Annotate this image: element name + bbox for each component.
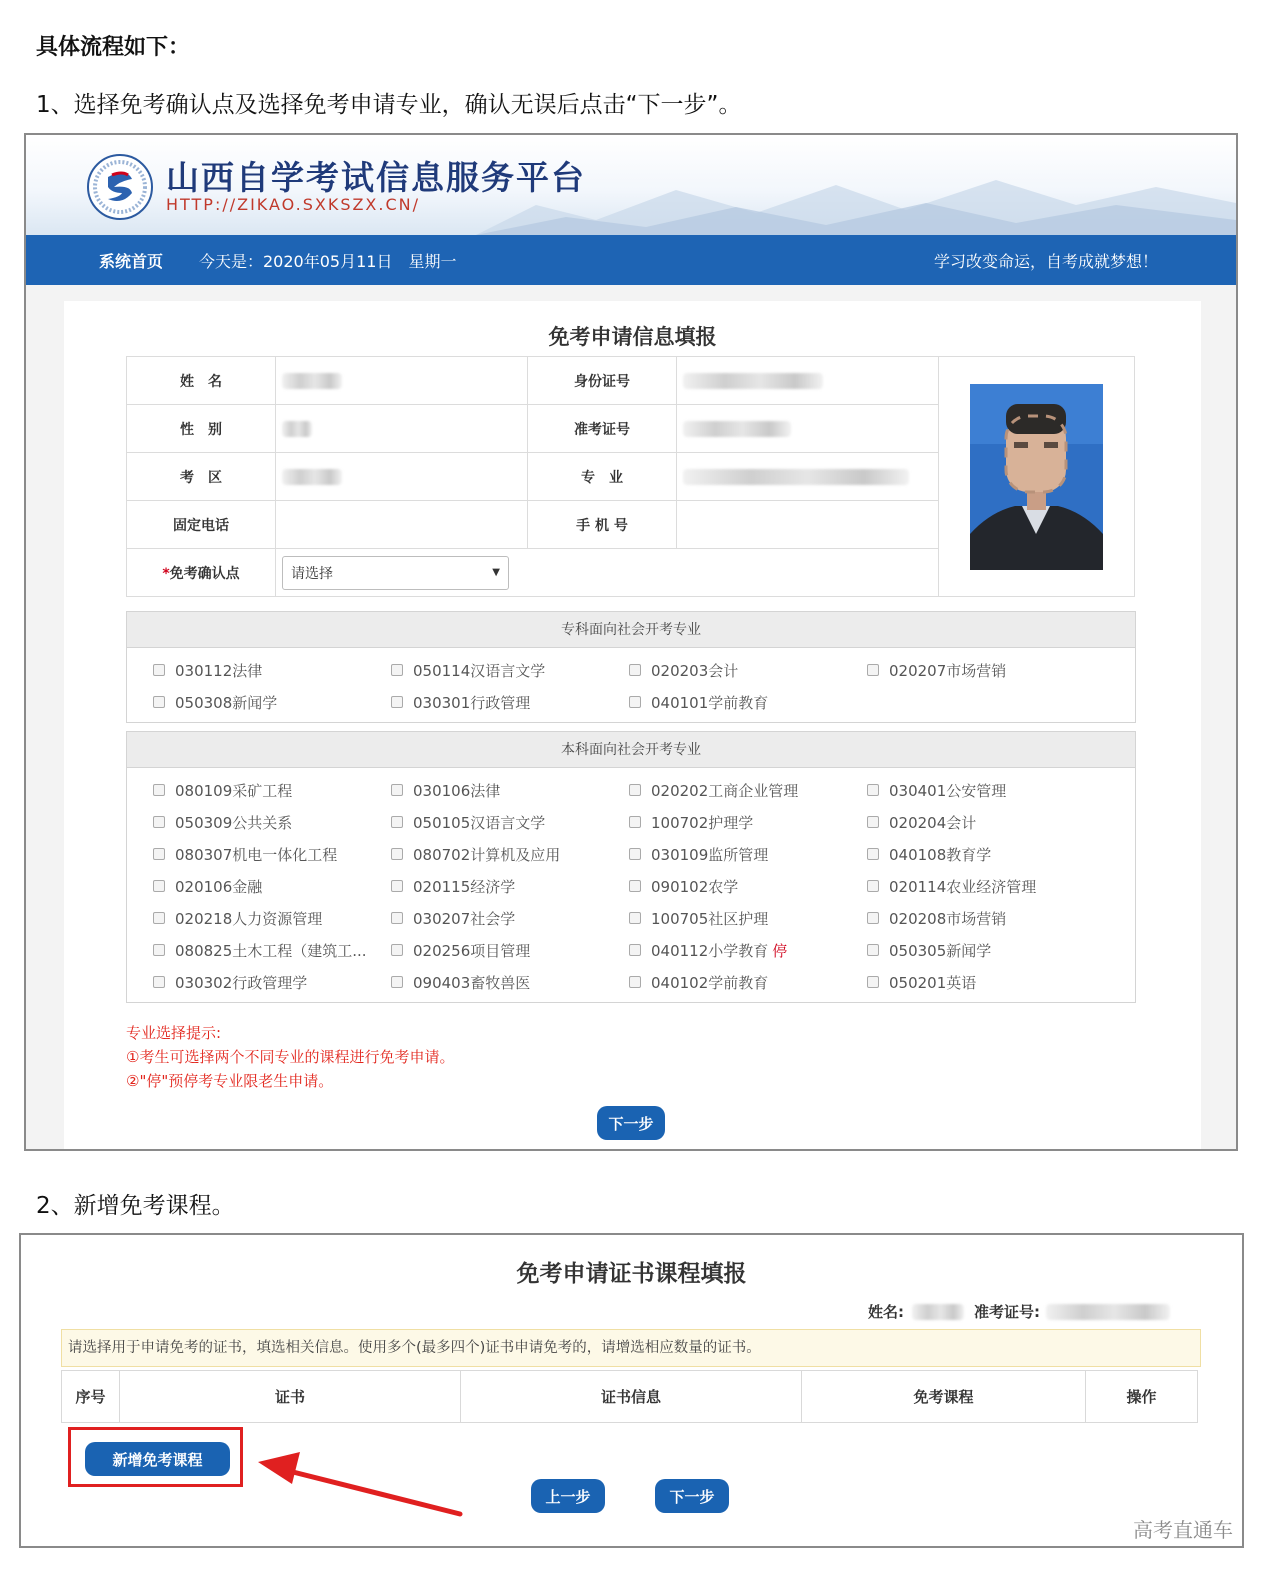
zhuanke-major-option-label: 050308新闻学 (175, 693, 278, 712)
benke-major-option-label: 020208市场营销 (889, 909, 1007, 928)
zhuanke-major-option-label: 020203会计 (651, 661, 739, 680)
id-number-label: 身份证号 (528, 357, 677, 405)
benke-major-option-label: 100702护理学 (651, 813, 754, 832)
landline-label: 固定电话 (127, 501, 276, 549)
next-step-button-2[interactable]: 下一步 (655, 1479, 729, 1513)
benke-major-option-label: 050105汉语言文学 (413, 813, 546, 832)
previous-step-button[interactable]: 上一步 (531, 1479, 605, 1513)
admission-no-label: 准考证号 (528, 405, 677, 453)
benke-major-option-label: 030106法律 (413, 781, 501, 800)
benke-major-option-label: 020204会计 (889, 813, 977, 832)
gender-label: 性 别 (127, 405, 276, 453)
dropdown-arrow-icon: ▼ (492, 567, 500, 578)
certificate-form-title: 免考申请证书课程填报 (516, 1261, 747, 1287)
benke-major-option-label: 080825土木工程（建筑工... (175, 941, 367, 960)
zhuanke-major-option-label: 030112法律 (175, 661, 263, 680)
tips-item-2: ②"停"预停考专业限老生申请。 (126, 1072, 334, 1090)
name-label: 姓 名 (127, 357, 276, 405)
benke-major-option-label: 030207社会学 (413, 909, 516, 928)
benke-major-option-label: 100705社区护理 (651, 909, 769, 928)
zhuanke-major-header: 专科面向社会开考专业 (127, 612, 1135, 648)
step2-instruction: 2、新增免考课程。 (36, 1193, 235, 1219)
benke-major-option-label: 050201英语 (889, 973, 977, 992)
next-step-button[interactable]: 下一步 (597, 1106, 665, 1140)
benke-major-option-label: 040112小学教育 (651, 941, 769, 960)
tips-item-1: ①考生可选择两个不同专业的课程进行免考申请。 (126, 1048, 455, 1066)
benke-major-option-label: 020218人力资源管理 (175, 909, 323, 928)
benke-major-option-label: 030109监所管理 (651, 845, 769, 864)
certificate-notice: 请选择用于申请免考的证书，填选相关信息。使用多个(最多四个)证书申请免考的，请增选相应数量的证书。 (61, 1329, 1201, 1367)
zhuanke-major-option-label: 030301行政管理 (413, 693, 531, 712)
col-exempt-courses: 免考课程 (802, 1371, 1086, 1423)
watermark: 高考直通车 (1133, 1518, 1233, 1542)
site-title: 山西自学考试信息服务平台 (166, 158, 586, 197)
benke-major-option-label: 050309公共关系 (175, 813, 293, 832)
benke-major-option-label: 080307机电一体化工程 (175, 845, 338, 864)
benke-major-option-label: 080109采矿工程 (175, 781, 293, 800)
district-label: 考 区 (127, 453, 276, 501)
step1-instruction: 1、选择免考确认点及选择免考申请专业，确认无误后点击“下一步”。 (36, 92, 742, 118)
benke-major-option-label: 020114农业经济管理 (889, 877, 1037, 896)
required-star: * (162, 565, 170, 582)
benke-major-option-label: 040108教育学 (889, 845, 992, 864)
benke-major-option-label: 040102学前教育 (651, 973, 769, 992)
intro-title: 具体流程如下： (36, 35, 191, 60)
confirm-point-label-text: 免考确认点 (169, 565, 240, 582)
col-actions: 操作 (1086, 1371, 1198, 1423)
name-label: 姓名: (868, 1303, 904, 1321)
benke-major-option-label: 030302行政管理学 (175, 973, 308, 992)
benke-major-option-label: 090102农学 (651, 877, 739, 896)
site-url: HTTP://ZIKAO.SXKSZX.CN/ (166, 195, 421, 214)
tips-title: 专业选择提示: (126, 1024, 222, 1042)
benke-major-option-label: 030401公安管理 (889, 781, 1007, 800)
benke-major-option-label: 020256项目管理 (413, 941, 531, 960)
nav-date: 今天是：2020年05月11日 星期一 (199, 252, 457, 271)
zhuanke-major-option-label: 050114汉语言文学 (413, 661, 546, 680)
nav-slogan: 学习改变命运，自考成就梦想！ (933, 252, 1158, 271)
add-exempt-course-button[interactable]: 新增免考课程 (85, 1442, 230, 1476)
zhuanke-major-option-label: 020207市场营销 (889, 661, 1007, 680)
admission-label: 准考证号: (974, 1303, 1040, 1321)
nav-home-link[interactable]: 系统首页 (99, 252, 164, 271)
major-label: 专 业 (528, 453, 677, 501)
col-index: 序号 (62, 1371, 120, 1423)
benke-major-option-label: 090403畜牧兽医 (413, 973, 531, 992)
benke-major-option-label: 080702计算机及应用 (413, 845, 561, 864)
zhuanke-major-option-label: 040101学前教育 (651, 693, 769, 712)
mobile-label: 手 机 号 (528, 501, 677, 549)
form-title: 免考申请信息填报 (548, 325, 717, 349)
benke-major-option-label: 020115经济学 (413, 877, 516, 896)
benke-major-option-label: 020202工商企业管理 (651, 781, 799, 800)
confirm-point-select-value: 请选择 (291, 565, 333, 582)
col-certificate-info: 证书信息 (461, 1371, 802, 1423)
benke-major-option-label: 020106金融 (175, 877, 263, 896)
stop-badge: 停 (772, 941, 788, 960)
benke-major-option-label: 050305新闻学 (889, 941, 992, 960)
col-certificate: 证书 (120, 1371, 461, 1423)
benke-major-header: 本科面向社会开考专业 (127, 732, 1135, 768)
